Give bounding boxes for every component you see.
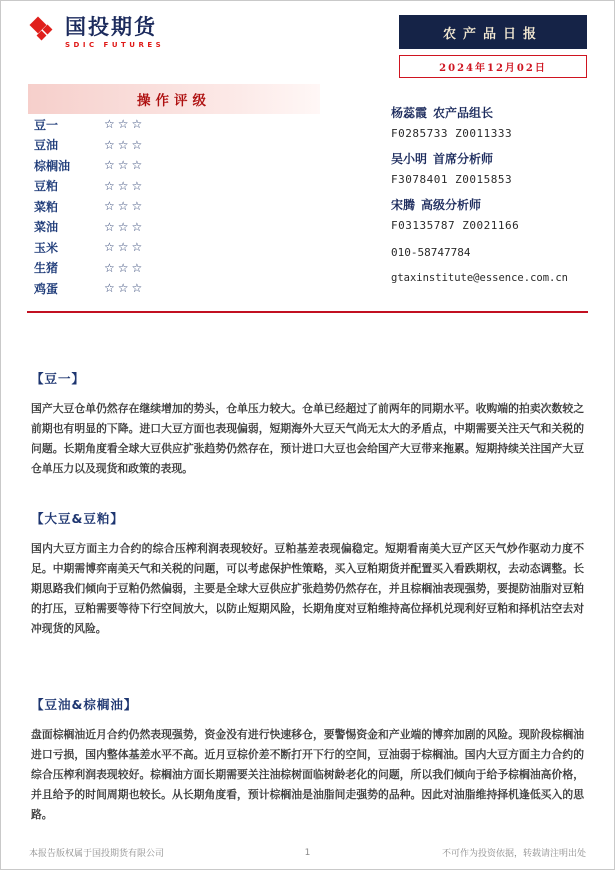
report-body: [1, 313, 614, 825]
analyst-name: 杨蕊霞: [391, 106, 428, 120]
rating-stars: ☆☆☆: [104, 281, 146, 296]
brand-text: [65, 15, 164, 49]
analyst-name-line: [391, 150, 587, 167]
rating-stars: ☆☆☆: [104, 260, 146, 275]
analyst-name: 吴小明: [391, 152, 428, 166]
section-heading: 【大豆&豆粕】: [31, 510, 124, 526]
section-body-text: 国内大豆方面主力合约的综合压榨利润表现较好。豆粕基差表现偏稳定。短期看南美大豆产区天气炒作驱动力度不足。中期需博弈南美天气和关税的问题，可以考虑保护性策略，买入豆粕期货并配置买入看跌期权，去动态调整。长期思路我们倾向于豆粕仍然偏弱，主要是全球大豆供应扩张趋势仍然存在，并且棕榈油表现强势，要提防油脂对豆粕的打压，豆粕需要等待下行空间放大，以防止短期风险，长期角度对豆粕维持高位择机兑现利好豆粕和择机沽空去对冲现货的风险。: [31, 541, 584, 635]
rating-name: 玉米: [34, 240, 59, 255]
analyst-name-line: [391, 104, 587, 121]
analyst-ids: F3078401 Z0015853: [391, 173, 513, 186]
report-title-block: [399, 15, 587, 78]
rating-name: 鸡蛋: [34, 281, 59, 296]
footer-copyright: 本报告版权属于国投期货有限公司: [29, 849, 165, 859]
brand-name: 国投期货: [65, 15, 157, 39]
analyst-ids: F0285733 Z0011333: [391, 127, 513, 140]
page-footer: [29, 846, 586, 859]
rating-stars: ☆☆☆: [104, 219, 146, 234]
analyst-name-line: [391, 196, 587, 213]
rating-row: [28, 258, 320, 279]
footer-disclaimer: 不可作为投资依据，转载请注明出处: [441, 849, 586, 859]
rating-stars: ☆☆☆: [104, 199, 146, 214]
analyst-name: 宋腾: [391, 198, 416, 212]
rating-row: [28, 237, 320, 258]
report-section: [31, 509, 584, 639]
section-heading: 【豆油&棕榈油】: [31, 696, 138, 712]
rating-name: 棕榈油: [34, 158, 71, 173]
rating-name: 豆油: [34, 138, 59, 153]
rating-stars: ☆☆☆: [104, 178, 146, 193]
rating-name: 菜油: [34, 220, 59, 235]
rating-name: 生猪: [34, 261, 59, 276]
rating-stars: ☆☆☆: [104, 137, 146, 152]
email-address[interactable]: gtaxinstitute@essence.com.cn: [391, 272, 569, 284]
page-header: [1, 1, 614, 78]
brand-logo-icon: [28, 15, 58, 49]
rating-row: [28, 278, 320, 299]
rating-name: 豆一: [34, 117, 59, 132]
rating-stars: ☆☆☆: [104, 117, 146, 132]
header-columns: [1, 78, 614, 299]
ratings-panel: [28, 84, 320, 299]
analyst-title: 高级分析师: [421, 198, 482, 212]
rating-name: 菜粕: [34, 199, 59, 214]
section-heading: 【豆一】: [31, 370, 86, 386]
rating-row: [28, 114, 320, 135]
rating-row: [28, 196, 320, 217]
analyst-title: 农产品组长: [433, 106, 494, 120]
rating-stars: ☆☆☆: [104, 158, 146, 173]
report-date: 2024年12月02日: [399, 55, 587, 78]
rating-row: [28, 217, 320, 238]
section-body-text: 国产大豆仓单仍然存在继续增加的势头，仓单压力较大。仓单已经超过了前两年的同期水平。收购端的拍卖次数较之前期也有明显的下降。进口大豆方面也表现偏弱，短期海外大豆天气尚无太大的矛盾点，中期需要关注天气和关税的问题。长期角度看全球大豆供应扩张趋势仍然存在，预计进口大豆也会给国产大豆带来拖累。短期持续关注国产大豆仓单压力以及现货和政策的表现。: [31, 401, 584, 475]
ratings-title: 操作评级: [28, 84, 320, 114]
phone-number: 010-58747784: [391, 246, 471, 259]
rating-name: 豆粕: [34, 179, 59, 194]
page-number: 1: [304, 847, 311, 858]
brand: [28, 15, 164, 49]
analyst-title: 首席分析师: [433, 152, 494, 166]
analyst-ids: F03135787 Z0021166: [391, 219, 520, 232]
report-section: [31, 695, 584, 825]
rating-row: [28, 155, 320, 176]
report-section: [31, 369, 584, 479]
report-title-banner: 农产品日报: [399, 15, 587, 49]
rating-row: [28, 176, 320, 197]
rating-row: [28, 135, 320, 156]
analysts-panel: [391, 84, 587, 299]
rating-stars: ☆☆☆: [104, 240, 146, 255]
brand-subtitle: SDIC FUTURES: [65, 41, 165, 49]
section-body-text: 盘面棕榈油近月合约仍然表现强势，资金没有进行快速移仓，要警惕资金和产业端的博弈加剧的风险。现阶段棕榈油进口亏损，国内整体基差水平不高。近月豆棕价差不断打开下行的空间，豆油弱于棕榈油。国内大豆方面主力合约的综合压榨利润表现较好。棕榈油方面长期需要关注油棕树面临树龄老化的问题，所以我们倾向于给予棕榈油高价格，并且给予的时间周期也较长。从长期角度看，预计棕榈油是油脂间走强势的品种。因此对油脂维持择机逢低买入的思路。: [31, 727, 584, 821]
